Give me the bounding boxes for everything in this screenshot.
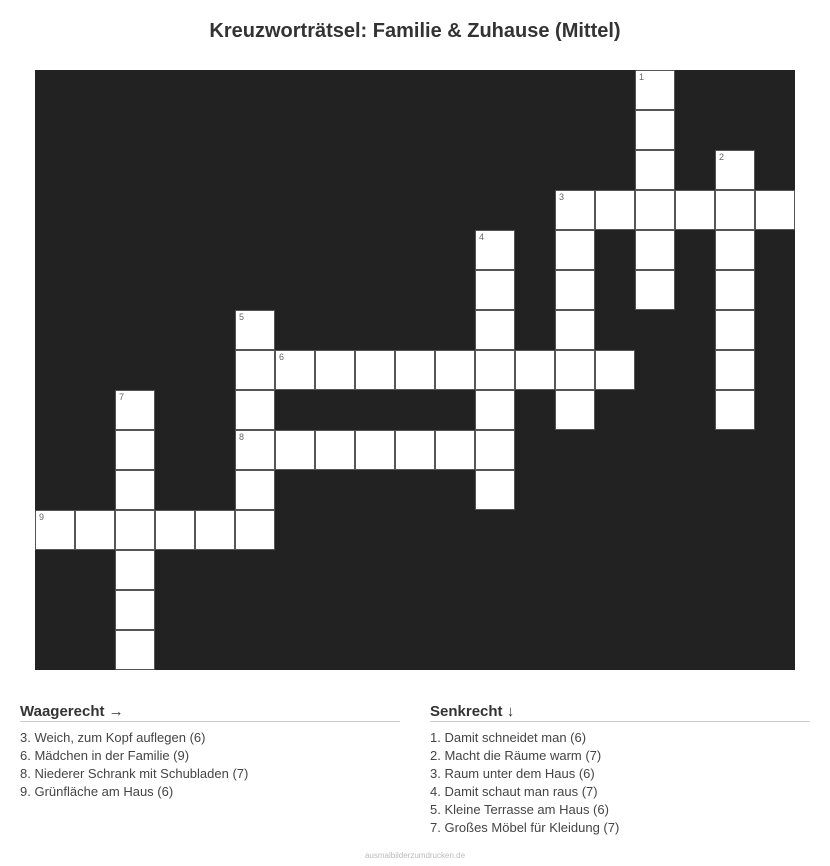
grid-cell[interactable] [595,350,635,390]
grid-cell[interactable] [715,230,755,270]
grid-cell[interactable] [475,230,515,270]
grid-cell[interactable] [755,190,795,230]
grid-cell[interactable] [555,190,595,230]
grid-cell[interactable] [115,630,155,670]
grid-cell[interactable] [555,270,595,310]
across-clue: 6. Mädchen in der Familie (9) [20,748,190,763]
grid-cell[interactable] [435,430,475,470]
grid-cell[interactable] [475,470,515,510]
grid-cell[interactable] [595,190,635,230]
crossword-grid [35,70,795,670]
down-clues-panel [430,703,810,837]
grid-cell[interactable] [675,190,715,230]
grid-cell[interactable] [635,70,675,110]
grid-cell[interactable] [555,230,595,270]
grid-cell[interactable] [115,590,155,630]
grid-cell[interactable] [355,430,395,470]
grid-cell[interactable] [715,310,755,350]
down-clue: 4. Damit schaut man raus (7) [430,784,598,799]
grid-cell[interactable] [395,430,435,470]
grid-cell[interactable] [275,430,315,470]
across-clue: 8. Niederer Schrank mit Schubladen (7) [20,766,249,781]
clue-number: 4 [479,232,485,242]
grid-cell[interactable] [555,310,595,350]
across-clues-panel [20,703,400,801]
across-clue-list [20,729,400,801]
grid-cell[interactable] [235,510,275,550]
grid-cell[interactable] [315,430,355,470]
down-clue: 2. Macht die Räume warm (7) [430,748,602,763]
grid-cell[interactable] [635,230,675,270]
grid-cell[interactable] [195,510,235,550]
down-clue: 5. Kleine Terrasse am Haus (6) [430,802,609,817]
clue-number: 2 [719,152,725,162]
down-heading: Senkrecht ↓ [430,703,810,722]
across-clue: 3. Weich, zum Kopf auflegen (6) [20,730,206,745]
grid-cell[interactable] [75,510,115,550]
down-clue-list [430,729,810,837]
clue-number: 7 [119,392,125,402]
clue-number: 8 [239,432,245,442]
grid-cell[interactable] [635,110,675,150]
grid-cell[interactable] [355,350,395,390]
grid-cell[interactable] [235,390,275,430]
clue-number: 5 [239,312,245,322]
grid-cell[interactable] [715,190,755,230]
grid-cell[interactable] [115,390,155,430]
grid-cell[interactable] [475,390,515,430]
across-heading: Waagerecht → [20,703,400,722]
grid-cell[interactable] [35,510,75,550]
grid-cell[interactable] [275,350,315,390]
grid-cell[interactable] [715,150,755,190]
grid-cell[interactable] [715,270,755,310]
grid-cell[interactable] [475,310,515,350]
across-clue: 9. Grünfläche am Haus (6) [20,784,174,799]
grid-cell[interactable] [635,190,675,230]
grid-cell[interactable] [395,350,435,390]
grid-cell[interactable] [115,550,155,590]
clue-number: 6 [279,352,285,362]
puzzle-title: Kreuzworträtsel: Familie & Zuhause (Mittel) [209,20,621,42]
clue-number: 9 [39,512,45,522]
grid-cell[interactable] [475,430,515,470]
grid-cell[interactable] [635,270,675,310]
footer-credit: ausmalbilderzumdrucken.de [364,851,466,860]
grid-cell[interactable] [555,390,595,430]
grid-cell[interactable] [235,310,275,350]
grid-cell[interactable] [235,470,275,510]
grid-cell[interactable] [115,430,155,470]
grid-cell[interactable] [715,390,755,430]
grid-cell[interactable] [115,470,155,510]
grid-cell[interactable] [555,350,595,390]
grid-cell[interactable] [115,510,155,550]
grid-cell[interactable] [635,150,675,190]
grid-cell[interactable] [715,350,755,390]
clue-number: 3 [559,192,565,202]
grid-cell[interactable] [475,350,515,390]
down-clue: 7. Großes Möbel für Kleidung (7) [430,820,620,835]
grid-cell[interactable] [475,270,515,310]
grid-cell[interactable] [235,430,275,470]
grid-cell[interactable] [315,350,355,390]
grid-cell[interactable] [515,350,555,390]
grid-cell[interactable] [435,350,475,390]
grid-cell[interactable] [235,350,275,390]
grid-cell[interactable] [155,510,195,550]
clue-number: 1 [639,72,645,82]
down-clue: 1. Damit schneidet man (6) [430,730,587,745]
down-clue: 3. Raum unter dem Haus (6) [430,766,595,781]
